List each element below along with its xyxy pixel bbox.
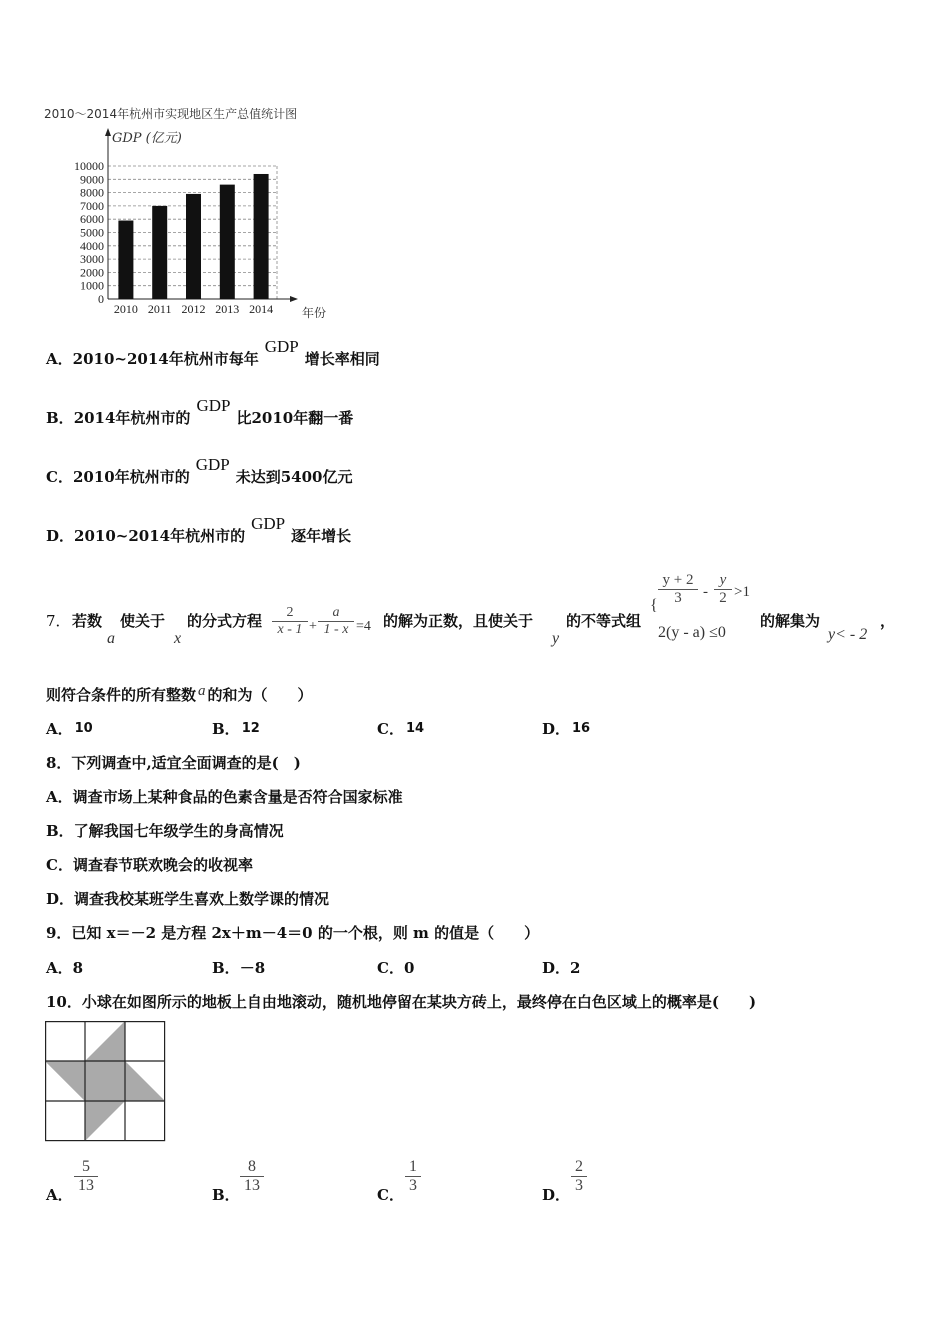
shaded-region (85, 1061, 125, 1101)
q7-fraction-1 (272, 605, 308, 638)
q10-option-d (542, 1184, 570, 1205)
q7-var-y: y (552, 630, 560, 647)
option-letter: A． (46, 1186, 73, 1204)
bar (220, 185, 235, 299)
gdp-term: GDP (195, 455, 230, 474)
y-tick-label: 5000 (80, 225, 104, 240)
q10-option-b (212, 1184, 240, 1205)
option-letter: D． (542, 720, 571, 738)
q9-option-d (542, 957, 580, 978)
fraction-denominator: 1 - x (323, 622, 349, 637)
bar (118, 221, 133, 299)
option-letter: B． (46, 409, 74, 427)
option-value: 16 (572, 721, 591, 736)
gdp-term: GDP (264, 337, 299, 356)
y-axis-arrow (105, 128, 111, 136)
q7-text-4: 的解为正数，且使关于 (383, 612, 534, 630)
bar (254, 174, 269, 299)
q7-system-minus: - (703, 584, 708, 600)
q7-solution-set: y< - 2 (828, 626, 868, 643)
gdp-term: GDP (251, 514, 286, 533)
option-letter: A． (46, 720, 73, 738)
q10-stem: 10．小球在如图所示的地板上自由地滚动，随机地停留在某块方砖上，最终停在白色区域上的概率是( ) (46, 993, 757, 1011)
option-letter: B． (212, 959, 240, 977)
q7-option-c (377, 718, 424, 739)
option-letter: A． (46, 959, 73, 977)
option-value: 10 (74, 721, 93, 736)
q7-line-2-var-a: a (198, 683, 206, 699)
y-tick-label: 2000 (80, 265, 104, 280)
x-tick-label: 2013 (215, 302, 240, 316)
shaded-region (45, 1061, 85, 1101)
gdp-term: GDP (196, 396, 231, 415)
y-tick-label: 4000 (80, 238, 104, 253)
bar (186, 194, 201, 299)
q8-option-c: C．调查春节联欢晚会的收视率 (46, 856, 253, 874)
y-tick-label: 9000 (80, 172, 104, 187)
option-letter: C． (377, 1186, 404, 1204)
option-value: 12 (241, 721, 260, 736)
q7-system-rhs: >1 (734, 584, 750, 600)
bar (152, 206, 167, 299)
option-text: 比2010年翻一番 (236, 409, 354, 427)
q7-system-fraction-2 (714, 572, 732, 607)
chart-title: 2010～2014年杭州市实现地区生产总值统计图 (44, 107, 298, 121)
shaded-region (85, 1101, 125, 1141)
q7-option-a (46, 718, 93, 739)
option-letter: B． (212, 720, 240, 738)
fraction-denominator: 13 (78, 1177, 94, 1194)
bar-chart-plot (40, 100, 360, 325)
option-letter: D． (46, 527, 75, 545)
option-text: 2010~2014年杭州市的 (74, 527, 246, 545)
q7-text-2: 使关于 (120, 612, 166, 630)
q7-option-b (212, 718, 260, 739)
q7-var-a: a (107, 630, 115, 647)
q7-comma: ， (880, 612, 896, 630)
option-letter: B． (212, 1186, 240, 1204)
x-tick-label: 2012 (181, 302, 206, 316)
q10-option-d-fraction (571, 1158, 587, 1195)
q7-text-1: 若数 (72, 612, 103, 630)
shaded-region (125, 1061, 165, 1101)
option-letter: D． (542, 959, 571, 977)
gdp-chart (40, 100, 360, 325)
option-text: 增长率相同 (304, 350, 380, 368)
fraction-denominator: 2 (719, 590, 727, 606)
fraction-denominator: 13 (244, 1177, 260, 1194)
fraction-numerator: y (719, 572, 727, 588)
chart-y-label: GDP (亿元) (112, 131, 182, 146)
q7-option-d (542, 718, 590, 739)
option-value: 8 (72, 959, 84, 977)
option-text: 逐年增长 (291, 527, 352, 545)
q6-option-d (46, 514, 352, 546)
option-text: 2010~2014年杭州市每年 (72, 350, 259, 368)
option-letter: A． (46, 350, 73, 368)
q7-var-x: x (174, 630, 182, 647)
q6-option-a (46, 337, 380, 369)
q10-option-c (377, 1184, 404, 1205)
q8-stem: 8．下列调查中,适宜全面调查的是( ) (46, 754, 301, 772)
option-letter: C． (46, 468, 73, 486)
fraction-numerator: y + 2 (662, 572, 694, 588)
option-value: 2 (570, 959, 581, 977)
option-text: 2014年杭州市的 (73, 409, 191, 427)
y-tick-label: 8000 (80, 185, 104, 200)
q7-number: 7． (46, 612, 71, 630)
q7-line-2-text: 的和为（ ） (207, 686, 313, 704)
option-text: 未达到5400亿元 (235, 468, 353, 486)
q7-plus: + (309, 619, 317, 634)
q8-option-a: A．调查市场上某种食品的色素含量是否符合国家标准 (46, 788, 403, 806)
option-value: 0 (403, 959, 415, 977)
q10-option-a-fraction (74, 1158, 98, 1195)
q9-option-a (46, 957, 83, 978)
fraction-numerator: a (332, 605, 340, 620)
y-tick-label: 7000 (80, 198, 104, 213)
fraction-numerator: 5 (82, 1158, 90, 1175)
q10-option-c-fraction (405, 1158, 421, 1195)
q7-text-5: 的不等式组 (566, 612, 642, 630)
fraction-numerator: 8 (248, 1158, 256, 1175)
fraction-numerator: 2 (286, 605, 294, 620)
option-text: 2010年杭州市的 (72, 468, 190, 486)
q6-option-c (46, 455, 353, 487)
q6-option-b (46, 396, 354, 428)
option-value: －8 (239, 959, 266, 977)
q7-line-2 (46, 684, 313, 705)
y-tick-label: 6000 (80, 212, 104, 227)
fraction-denominator: 3 (409, 1177, 417, 1194)
y-tick-label: 3000 (80, 252, 104, 267)
y-tick-label: 10000 (74, 159, 104, 173)
fraction-denominator: 3 (674, 590, 682, 606)
fraction-denominator: x - 1 (277, 622, 303, 637)
q9-stem: 9．已知 x＝－2 是方程 2x＋m－4＝0 的一个根，则 m 的值是（ ） (46, 924, 540, 942)
fraction-numerator: 1 (409, 1158, 417, 1175)
q9-option-b (212, 957, 265, 978)
q10-option-a (46, 1184, 73, 1205)
q7-system-line-2: 2(y - a) ≤0 (658, 624, 726, 641)
option-value: 14 (405, 721, 425, 736)
option-letter: C． (377, 959, 404, 977)
q7-fraction-2 (318, 605, 354, 638)
x-axis-arrow (290, 296, 298, 302)
x-tick-label: 2011 (147, 302, 172, 316)
q10-option-b-fraction (240, 1158, 264, 1195)
fraction-denominator: 3 (575, 1177, 583, 1194)
q7-system-fraction-1 (658, 572, 698, 607)
y-tick-label: 0 (98, 292, 104, 306)
q8-option-d: D．调查我校某班学生喜欢上数学课的情况 (46, 890, 330, 908)
q7-text-6: 的解集为 (760, 612, 821, 630)
option-letter: C． (377, 720, 404, 738)
chart-x-label: 年份 (302, 306, 327, 320)
system-brace: { (650, 597, 658, 614)
x-tick-label: 2010 (113, 302, 138, 316)
y-tick-label: 1000 (80, 278, 104, 293)
q7-text-3: 的分式方程 (187, 612, 263, 630)
q8-option-b: B．了解我国七年级学生的身高情况 (46, 822, 284, 840)
shaded-region (85, 1021, 125, 1061)
option-letter: D． (542, 1186, 571, 1204)
q7-line-2-text: 则符合条件的所有整数 (46, 686, 197, 704)
q7-equals-4: =4 (356, 619, 371, 634)
floor-tile-figure (45, 1021, 167, 1143)
fraction-numerator: 2 (575, 1158, 583, 1175)
x-tick-label: 2014 (249, 302, 274, 316)
q9-option-c (377, 957, 414, 978)
